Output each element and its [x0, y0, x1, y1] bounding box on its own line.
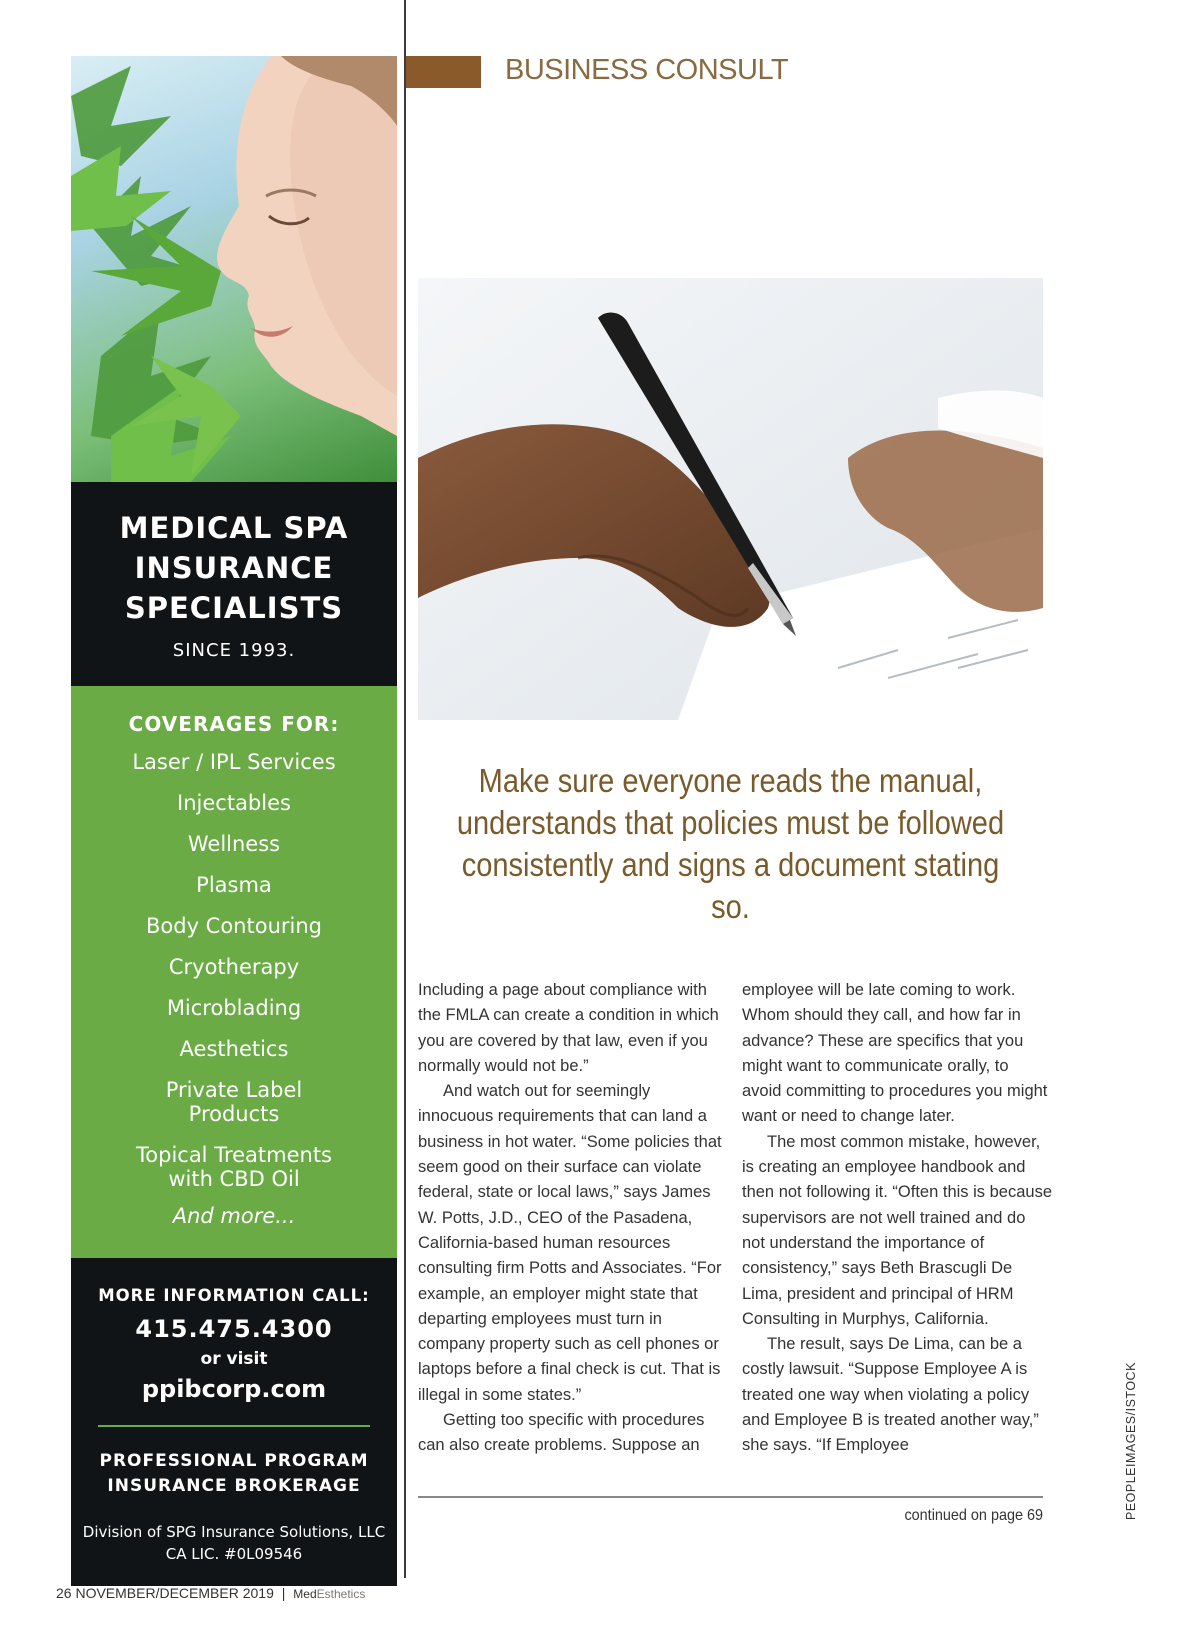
ad-coverage-item: Body Contouring	[145, 914, 322, 938]
ad-division-text: Division of SPG Insurance Solutions, LLC	[82, 1523, 386, 1541]
ad-company-line: PROFESSIONAL PROGRAM	[99, 1451, 369, 1471]
ad-license: CA LIC. #0L09546	[165, 1545, 303, 1563]
issue-date: NOVEMBER/DECEMBER 2019	[75, 1585, 274, 1601]
ad-division	[71, 1521, 397, 1565]
pull-quote: Make sure everyone reads the manual, understands that policies must be followed consistently and signs a document stating so.	[456, 762, 1005, 925]
page-number: 26	[56, 1585, 72, 1601]
ad-coverage-item: Laser / IPL Services	[132, 750, 336, 774]
ad-company	[71, 1449, 397, 1499]
article-column-2	[742, 978, 1052, 1459]
ad-contact-block	[71, 1258, 397, 1586]
article-paragraph: The most common mistake, however, is creating an employee handbook and then not following it. “Often this is because supervisors are not well trained and do not understand the importance of consistency,” says Beth Brascugli De Lima, president and principal of HRM Consulting in Murphys, California.	[742, 1132, 1053, 1328]
page-footer	[56, 1585, 365, 1601]
ad-coverage-item: Aesthetics	[179, 1037, 289, 1061]
ad-divider	[98, 1425, 370, 1427]
article-paragraph: And watch out for seemingly innocuous requirements that can land a business in hot water. “Some policies that seem good on their surface can violate federal, state or local laws,” says James W. Potts, J.D., CEO of the Pasadena, California-based human resources consulting firm Potts and Associates. “For example, an employer might state that departing employees must turn in company property such as cell phones or laptops before a final check is cut. That is illegal in some states.”	[418, 1082, 722, 1404]
ad-photo	[71, 56, 397, 482]
ad-headline-block	[71, 482, 397, 686]
ad-photo-illustration	[71, 56, 397, 482]
ad-coverages-block	[71, 686, 397, 1258]
magazine-name-a: Med	[293, 1587, 317, 1601]
ad-coverage-item: Plasma	[196, 873, 272, 897]
ad-coverage-item: Microblading	[166, 996, 302, 1020]
ad-headline-line: SPECIALISTS	[124, 591, 344, 625]
ad-headline-line: MEDICAL SPA	[119, 511, 349, 545]
magazine-name-b: Esthetics	[316, 1587, 366, 1601]
footer-separator: |	[281, 1585, 286, 1601]
article-bottom-rule	[418, 1496, 1043, 1498]
ad-coverage-item: Topical Treatments with CBD Oil	[136, 1143, 332, 1191]
ad-coverages-list	[71, 750, 397, 1191]
ad-url-link[interactable]: ppibcorp.com	[141, 1375, 327, 1403]
ad-company-line: INSURANCE BROKERAGE	[107, 1476, 361, 1496]
article-paragraph: employee will be late coming to work. Whom should they call, and how far in advance? These are specifics that you might want to communicate orally, to avoid committing to procedures you might want or need to change later.	[742, 981, 1048, 1126]
ad-coverage-item: Private Label Products	[165, 1078, 303, 1126]
ad-since: SINCE 1993.	[172, 640, 296, 661]
photo-credit: PEOPLEIMAGES/ISTOCK	[1124, 1362, 1138, 1520]
article-photo-illustration	[418, 278, 1043, 720]
ad-or-visit: or visit	[200, 1349, 268, 1369]
advertisement	[71, 56, 397, 1586]
ad-coverages-title: COVERAGES FOR:	[128, 712, 340, 736]
continued-link[interactable]: continued on page 69	[904, 1507, 1043, 1524]
column-divider	[404, 0, 406, 1578]
ad-call-label: MORE INFORMATION CALL:	[98, 1286, 370, 1305]
ad-coverage-item: Cryotherapy	[168, 955, 300, 979]
ad-coverage-item: Injectables	[177, 791, 291, 815]
article-paragraph: Including a page about compliance with the FMLA can create a condition in which you are covered by that law, even if you normally would not be.”	[418, 981, 719, 1075]
article-paragraph: Getting too specific with procedures can also create problems. Suppose an	[418, 1411, 705, 1455]
section-title: BUSINESS CONSULT	[505, 54, 789, 86]
section-bar	[406, 56, 481, 88]
ad-phone[interactable]: 415.475.4300	[135, 1315, 333, 1343]
ad-headline-line: INSURANCE	[134, 551, 334, 585]
article-column-1	[418, 978, 728, 1459]
article-photo	[418, 278, 1043, 720]
ad-coverage-item: Wellness	[187, 832, 281, 856]
ad-and-more: And more...	[172, 1204, 296, 1228]
magazine-name	[293, 1587, 365, 1601]
ad-headline	[71, 508, 397, 628]
article-paragraph: The result, says De Lima, can be a costly lawsuit. “Suppose Employee A is treated one way when violating a policy and Employee B is treated another way,” she says. “If Employee	[742, 1335, 1039, 1455]
